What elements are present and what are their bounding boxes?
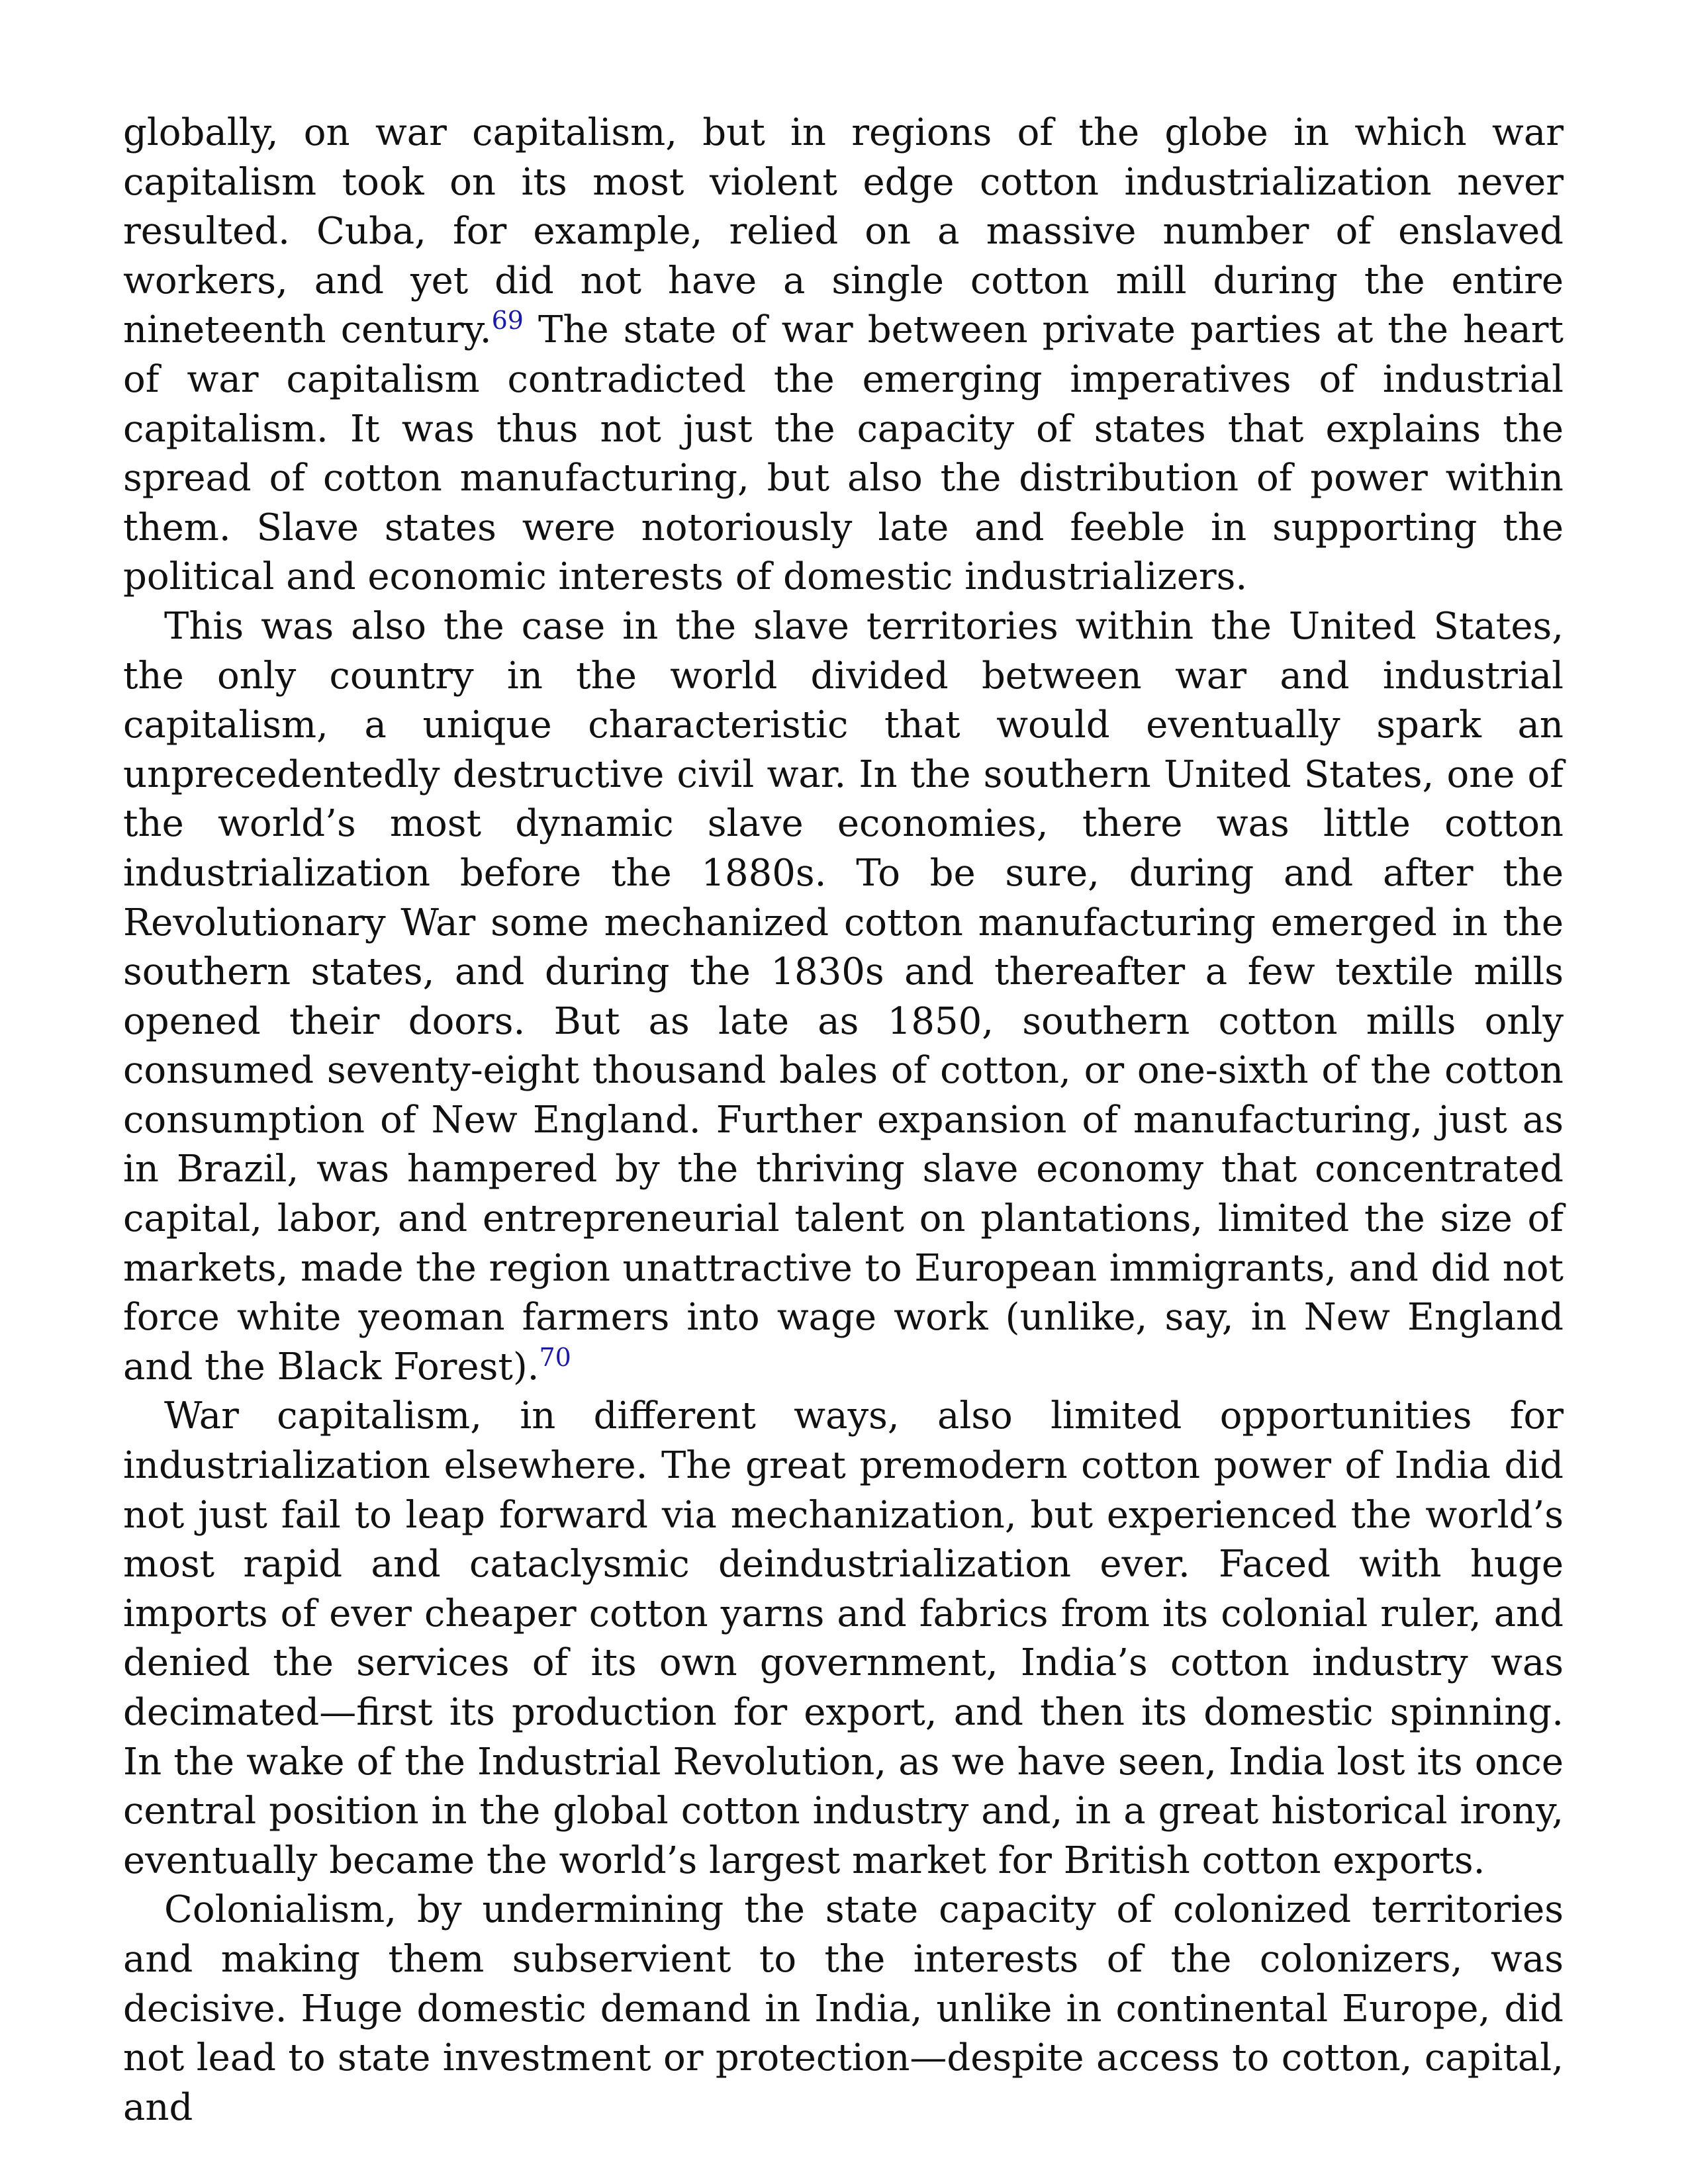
paragraph-2	[123, 602, 1564, 1392]
paragraph-4	[123, 1886, 1564, 2132]
paragraph-3-text: War capitalism, in different ways, also limited opportunities for industrialization elsewhere. The great premodern cotton power of India did not just fail to leap forward via mechanization, but experienced the world’s most rapid and cataclysmic deindustrialization ever. Faced with huge imports of ever cheaper cotton yarns and fabrics from its colonial ruler, and denied the services of its own government, India’s cotton industry was decimated—first its production for export, and then its domestic spinning. In the wake of the Industrial Revolution, as we have seen, India lost its once central position in the global cotton industry and, in a great historical irony, eventually became the world’s largest market for British cotton exports.	[123, 1394, 1564, 1882]
footnote-ref-70[interactable]: 70	[539, 1342, 571, 1372]
paragraph-1-text-a: globally, on war capitalism, but in regions of the globe in which war capitalism took on its most violent edge cotton industrialization never resulted. Cuba, for example, relied on a massive number of enslaved workers, and yet did not have a single cotton mill during the entire nineteenth century.	[123, 111, 1564, 352]
page-body	[123, 109, 1564, 2132]
footnote-ref-69[interactable]: 69	[491, 306, 524, 336]
paragraph-1	[123, 109, 1564, 602]
paragraph-2-text: This was also the case in the slave territories within the United States, the only country in the world divided between war and industrial capitalism, a unique characteristic that would eventually spark an unprecedentedly destructive civil war. In the southern United States, one of the world’s most dynamic slave economies, there was little cotton industrialization before the 1880s. To be sure, during and after the Revolutionary War some mechanized cotton manufacturing emerged in the southern states, and during the 1830s and thereafter a few textile mills opened their doors. But as late as 1850, southern cotton mills only consumed seventy-eight thousand bales of cotton, or one-sixth of the cotton consumption of New England. Further expansion of manufacturing, just as in Brazil, was hampered by the thriving slave economy that concentrated capital, labor, and entrepreneurial talent on plantations, limited the size of markets, made the region unattractive to European immigrants, and did not force white yeoman farmers into wage work (unlike, say, in New England and the Black Forest).	[123, 604, 1564, 1388]
paragraph-1-text-b: The state of war between private parties at the heart of war capitalism contradicted the emerging imperatives of industrial capitalism. It was thus not just the capacity of states that explains the spread of cotton manufacturing, but also the distribution of power within them. Slave states were notoriously late and feeble in supporting the political and economic interests of domestic industrializers.	[123, 308, 1564, 599]
paragraph-4-text: Colonialism, by undermining the state capacity of colonized territories and making them subservient to the interests of the colonizers, was decisive. Huge domestic demand in India, unlike in continental Europe, did not lead to state investment or protection—despite access to cotton, capital, and	[123, 1888, 1564, 2129]
paragraph-3	[123, 1392, 1564, 1886]
